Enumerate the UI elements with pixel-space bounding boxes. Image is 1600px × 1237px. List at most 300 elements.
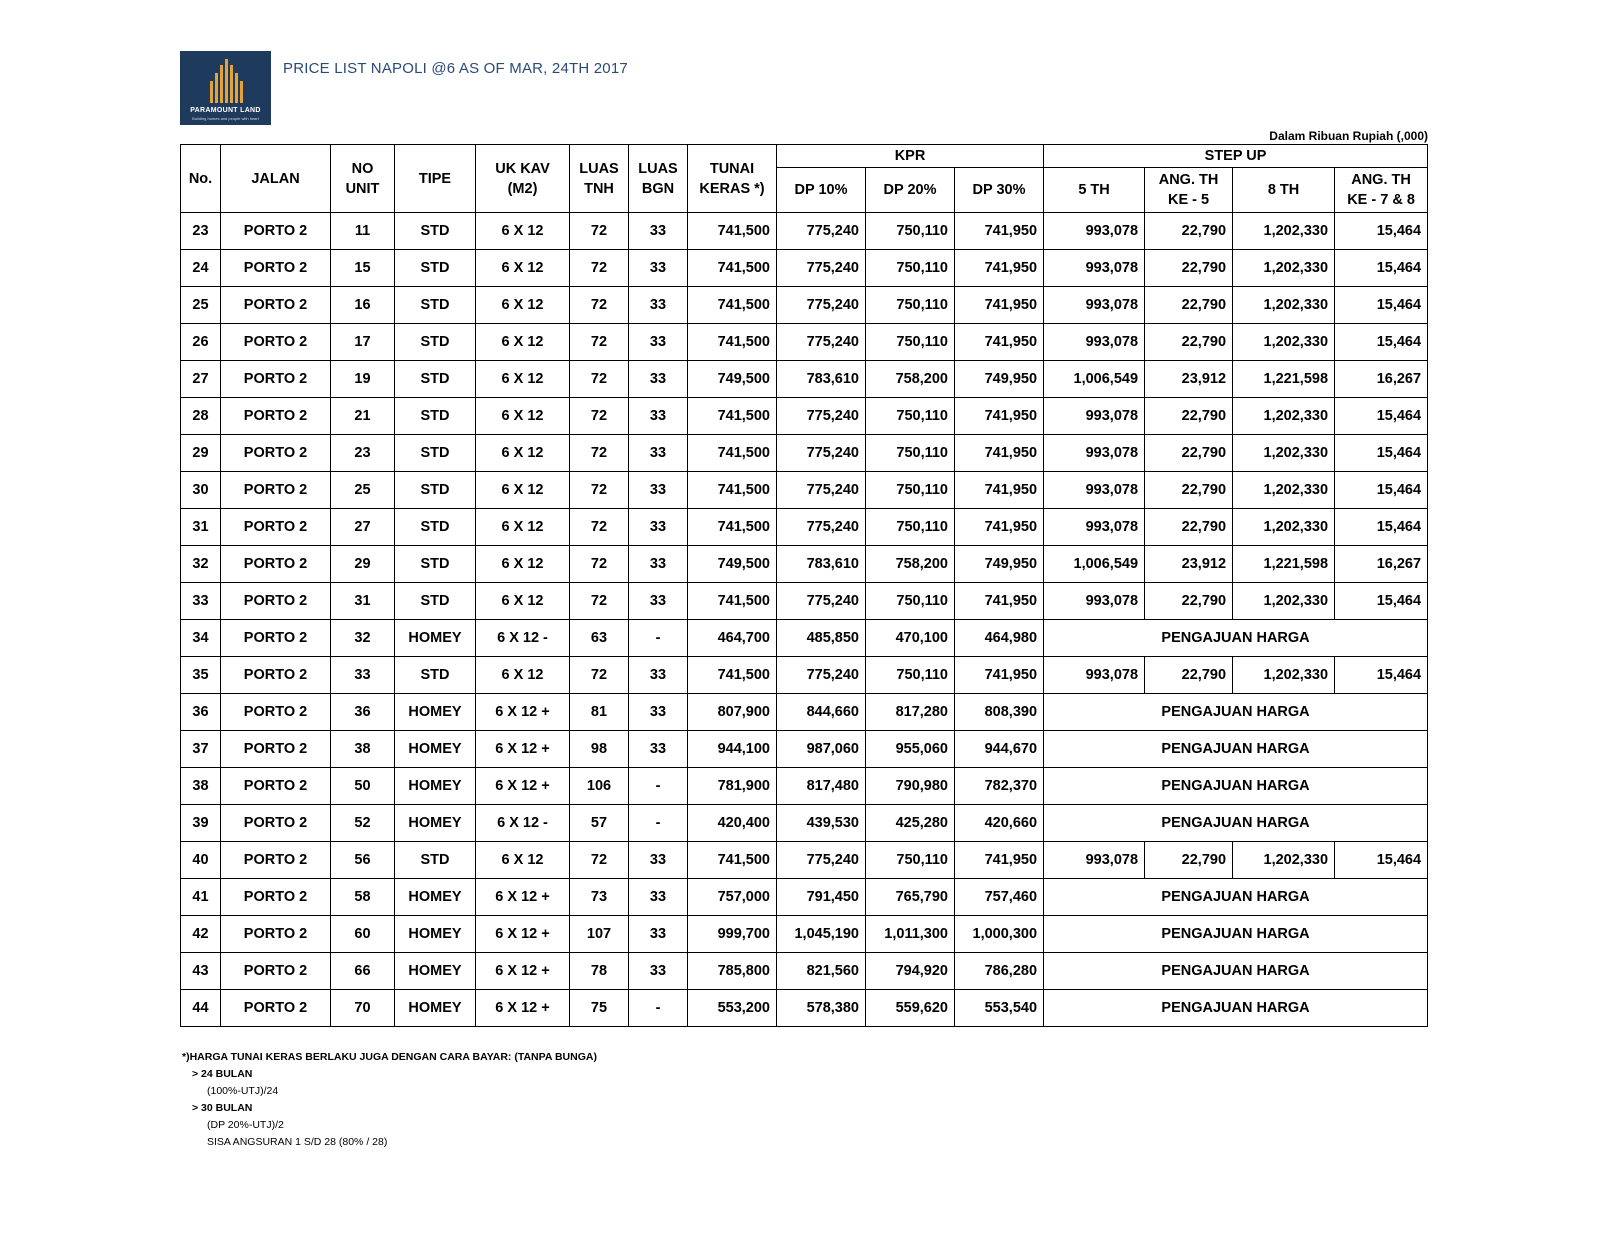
cell-jalan: PORTO 2: [221, 916, 331, 953]
cell-8th: 1,202,330: [1233, 250, 1335, 287]
cell-dp20: 425,280: [866, 805, 955, 842]
cell-ang-th-5: 22,790: [1145, 509, 1233, 546]
cell-no: 31: [181, 509, 221, 546]
cell-luas-bgn: -: [629, 620, 688, 657]
cell-dp30: 741,950: [955, 509, 1044, 546]
cell-5th: 993,078: [1044, 398, 1145, 435]
cell-ang-th-5: 22,790: [1145, 842, 1233, 879]
cell-unit: 32: [331, 620, 395, 657]
cell-ang-th-7-8: 15,464: [1335, 287, 1428, 324]
cell-tipe: STD: [395, 657, 476, 694]
col-ang-th-7-8: ANG. TH KE - 7 & 8: [1335, 168, 1428, 213]
cell-tunai-keras: 741,500: [688, 472, 777, 509]
cell-dp30: 1,000,300: [955, 916, 1044, 953]
table-row: [181, 324, 1428, 361]
table-body: [181, 213, 1428, 1027]
cell-no: 30: [181, 472, 221, 509]
cell-dp30: 741,950: [955, 324, 1044, 361]
cell-luas-bgn: 33: [629, 287, 688, 324]
cell-luas-tnh: 106: [570, 768, 629, 805]
cell-luas-tnh: 57: [570, 805, 629, 842]
cell-tipe: STD: [395, 435, 476, 472]
cell-tipe: STD: [395, 509, 476, 546]
cell-unit: 21: [331, 398, 395, 435]
col-luas-bgn: LUAS BGN: [629, 145, 688, 213]
cell-5th: 993,078: [1044, 509, 1145, 546]
cell-unit: 36: [331, 694, 395, 731]
cell-luas-bgn: 33: [629, 213, 688, 250]
cell-no: 32: [181, 546, 221, 583]
cell-no: 33: [181, 583, 221, 620]
cell-tunai-keras: 944,100: [688, 731, 777, 768]
cell-luas-tnh: 73: [570, 879, 629, 916]
cell-tunai-keras: 781,900: [688, 768, 777, 805]
cell-uk-kav: 6 X 12: [476, 324, 570, 361]
table-row: [181, 472, 1428, 509]
cell-dp30: 741,950: [955, 657, 1044, 694]
cell-uk-kav: 6 X 12: [476, 287, 570, 324]
cell-tipe: STD: [395, 583, 476, 620]
cell-8th: 1,202,330: [1233, 509, 1335, 546]
cell-dp10: 1,045,190: [777, 916, 866, 953]
cell-jalan: PORTO 2: [221, 509, 331, 546]
col-5th: 5 TH: [1044, 168, 1145, 213]
logo-tagline: Building homes and people with heart: [192, 116, 259, 121]
cell-dp10: 578,380: [777, 990, 866, 1027]
cell-uk-kav: 6 X 12: [476, 509, 570, 546]
col-dp20: DP 20%: [866, 168, 955, 213]
cell-8th: 1,202,330: [1233, 472, 1335, 509]
cell-5th: 993,078: [1044, 250, 1145, 287]
cell-jalan: PORTO 2: [221, 990, 331, 1027]
cell-ang-th-5: 22,790: [1145, 287, 1233, 324]
cell-dp10: 775,240: [777, 250, 866, 287]
cell-uk-kav: 6 X 12: [476, 583, 570, 620]
cell-luas-bgn: 33: [629, 472, 688, 509]
cell-8th: 1,202,330: [1233, 287, 1335, 324]
cell-dp20: 758,200: [866, 546, 955, 583]
cell-dp30: 741,950: [955, 250, 1044, 287]
cell-dp30: 420,660: [955, 805, 1044, 842]
cell-luas-bgn: 33: [629, 879, 688, 916]
cell-8th: 1,221,598: [1233, 546, 1335, 583]
cell-unit: 15: [331, 250, 395, 287]
cell-uk-kav: 6 X 12: [476, 398, 570, 435]
cell-dp30: 464,980: [955, 620, 1044, 657]
cell-dp30: 786,280: [955, 953, 1044, 990]
cell-dp20: 750,110: [866, 583, 955, 620]
table-row: [181, 435, 1428, 472]
cell-jalan: PORTO 2: [221, 731, 331, 768]
cell-jalan: PORTO 2: [221, 657, 331, 694]
cell-dp10: 775,240: [777, 842, 866, 879]
pengajuan-harga-cell: PENGAJUAN HARGA: [1044, 731, 1428, 768]
cell-dp20: 470,100: [866, 620, 955, 657]
cell-luas-bgn: -: [629, 990, 688, 1027]
cell-8th: 1,202,330: [1233, 435, 1335, 472]
cell-5th: 993,078: [1044, 287, 1145, 324]
table-row: [181, 694, 1428, 731]
cell-no: 42: [181, 916, 221, 953]
cell-dp10: 775,240: [777, 472, 866, 509]
cell-no: 23: [181, 213, 221, 250]
cell-8th: 1,202,330: [1233, 842, 1335, 879]
cell-dp30: 741,950: [955, 287, 1044, 324]
cell-no: 24: [181, 250, 221, 287]
cell-luas-tnh: 72: [570, 583, 629, 620]
cell-dp20: 794,920: [866, 953, 955, 990]
pengajuan-harga-cell: PENGAJUAN HARGA: [1044, 694, 1428, 731]
footnote-option-1-detail: (100%-UTJ)/24: [207, 1085, 279, 1097]
table-row: [181, 620, 1428, 657]
cell-jalan: PORTO 2: [221, 324, 331, 361]
cell-dp30: 782,370: [955, 768, 1044, 805]
table-row: [181, 916, 1428, 953]
table-row: [181, 287, 1428, 324]
cell-no: 44: [181, 990, 221, 1027]
cell-tipe: STD: [395, 472, 476, 509]
cell-luas-bgn: -: [629, 768, 688, 805]
cell-luas-tnh: 72: [570, 546, 629, 583]
cell-luas-tnh: 75: [570, 990, 629, 1027]
cell-dp10: 987,060: [777, 731, 866, 768]
cell-ang-th-5: 22,790: [1145, 435, 1233, 472]
cell-tunai-keras: 553,200: [688, 990, 777, 1027]
cell-luas-tnh: 72: [570, 842, 629, 879]
cell-ang-th-7-8: 16,267: [1335, 546, 1428, 583]
cell-dp30: 749,950: [955, 361, 1044, 398]
header-row-1: [181, 145, 1428, 168]
cell-tunai-keras: 741,500: [688, 398, 777, 435]
cell-unit: 19: [331, 361, 395, 398]
col-dp10: DP 10%: [777, 168, 866, 213]
pengajuan-harga-cell: PENGAJUAN HARGA: [1044, 953, 1428, 990]
cell-dp20: 1,011,300: [866, 916, 955, 953]
table-row: [181, 361, 1428, 398]
cell-ang-th-7-8: 15,464: [1335, 398, 1428, 435]
cell-jalan: PORTO 2: [221, 472, 331, 509]
cell-dp20: 765,790: [866, 879, 955, 916]
cell-luas-tnh: 63: [570, 620, 629, 657]
cell-unit: 52: [331, 805, 395, 842]
cell-uk-kav: 6 X 12: [476, 472, 570, 509]
cell-tipe: STD: [395, 546, 476, 583]
cell-5th: 993,078: [1044, 324, 1145, 361]
cell-tunai-keras: 741,500: [688, 657, 777, 694]
cell-luas-bgn: 33: [629, 657, 688, 694]
cell-ang-th-5: 22,790: [1145, 324, 1233, 361]
price-table: [180, 144, 1428, 1027]
company-logo: [180, 51, 271, 125]
cell-dp30: 553,540: [955, 990, 1044, 1027]
cell-uk-kav: 6 X 12 +: [476, 768, 570, 805]
footnote-option-2-detail: (DP 20%-UTJ)/2: [207, 1119, 284, 1131]
cell-uk-kav: 6 X 12 -: [476, 620, 570, 657]
cell-dp20: 750,110: [866, 435, 955, 472]
cell-ang-th-7-8: 15,464: [1335, 435, 1428, 472]
cell-tunai-keras: 741,500: [688, 583, 777, 620]
cell-tunai-keras: 785,800: [688, 953, 777, 990]
col-ang-th-5: ANG. TH KE - 5: [1145, 168, 1233, 213]
cell-dp10: 775,240: [777, 287, 866, 324]
cell-jalan: PORTO 2: [221, 620, 331, 657]
cell-5th: 993,078: [1044, 583, 1145, 620]
cell-unit: 16: [331, 287, 395, 324]
cell-5th: 993,078: [1044, 472, 1145, 509]
col-luas-tnh: LUAS TNH: [570, 145, 629, 213]
cell-ang-th-5: 22,790: [1145, 213, 1233, 250]
cell-ang-th-5: 22,790: [1145, 398, 1233, 435]
cell-dp20: 750,110: [866, 509, 955, 546]
cell-ang-th-7-8: 15,464: [1335, 583, 1428, 620]
cell-dp10: 844,660: [777, 694, 866, 731]
cell-luas-tnh: 72: [570, 250, 629, 287]
table-row: [181, 546, 1428, 583]
cell-tunai-keras: 999,700: [688, 916, 777, 953]
cell-luas-bgn: -: [629, 805, 688, 842]
cell-jalan: PORTO 2: [221, 953, 331, 990]
cell-dp10: 817,480: [777, 768, 866, 805]
cell-jalan: PORTO 2: [221, 694, 331, 731]
cell-8th: 1,221,598: [1233, 361, 1335, 398]
cell-no: 39: [181, 805, 221, 842]
cell-luas-tnh: 72: [570, 287, 629, 324]
cell-luas-bgn: 33: [629, 509, 688, 546]
cell-uk-kav: 6 X 12 +: [476, 916, 570, 953]
cell-tunai-keras: 749,500: [688, 361, 777, 398]
cell-tipe: STD: [395, 361, 476, 398]
cell-dp30: 741,950: [955, 213, 1044, 250]
table-row: [181, 398, 1428, 435]
cell-dp10: 775,240: [777, 213, 866, 250]
group-step-up: STEP UP: [1044, 145, 1428, 168]
cell-8th: 1,202,330: [1233, 583, 1335, 620]
cell-no: 43: [181, 953, 221, 990]
cell-luas-bgn: 33: [629, 953, 688, 990]
table-row: [181, 583, 1428, 620]
cell-dp20: 750,110: [866, 657, 955, 694]
cell-tunai-keras: 741,500: [688, 509, 777, 546]
cell-no: 41: [181, 879, 221, 916]
cell-luas-tnh: 98: [570, 731, 629, 768]
cell-5th: 993,078: [1044, 842, 1145, 879]
cell-jalan: PORTO 2: [221, 546, 331, 583]
cell-ang-th-7-8: 15,464: [1335, 324, 1428, 361]
cell-tipe: STD: [395, 324, 476, 361]
cell-ang-th-7-8: 15,464: [1335, 472, 1428, 509]
cell-tunai-keras: 741,500: [688, 842, 777, 879]
cell-no: 38: [181, 768, 221, 805]
table-row: [181, 990, 1428, 1027]
cell-uk-kav: 6 X 12: [476, 546, 570, 583]
cell-unit: 11: [331, 213, 395, 250]
cell-jalan: PORTO 2: [221, 435, 331, 472]
cell-uk-kav: 6 X 12: [476, 213, 570, 250]
cell-tipe: HOMEY: [395, 916, 476, 953]
cell-5th: 1,006,549: [1044, 361, 1145, 398]
cell-tunai-keras: 741,500: [688, 287, 777, 324]
document-title: PRICE LIST NAPOLI @6 AS OF MAR, 24TH 2017: [283, 60, 628, 77]
cell-dp30: 757,460: [955, 879, 1044, 916]
cell-jalan: PORTO 2: [221, 361, 331, 398]
cell-dp10: 791,450: [777, 879, 866, 916]
cell-jalan: PORTO 2: [221, 287, 331, 324]
cell-luas-bgn: 33: [629, 694, 688, 731]
cell-unit: 33: [331, 657, 395, 694]
cell-dp20: 750,110: [866, 842, 955, 879]
cell-tipe: HOMEY: [395, 694, 476, 731]
cell-tipe: STD: [395, 250, 476, 287]
cell-dp20: 790,980: [866, 768, 955, 805]
table-row: [181, 657, 1428, 694]
footnote-option-2-detail-2: SISA ANGSURAN 1 S/D 28 (80% / 28): [207, 1136, 388, 1148]
cell-no: 25: [181, 287, 221, 324]
cell-unit: 38: [331, 731, 395, 768]
cell-dp10: 775,240: [777, 324, 866, 361]
cell-ang-th-5: 22,790: [1145, 250, 1233, 287]
cell-luas-tnh: 72: [570, 398, 629, 435]
cell-dp10: 439,530: [777, 805, 866, 842]
cell-uk-kav: 6 X 12 +: [476, 990, 570, 1027]
cell-jalan: PORTO 2: [221, 583, 331, 620]
cell-tipe: STD: [395, 213, 476, 250]
cell-dp30: 741,950: [955, 398, 1044, 435]
cell-dp10: 775,240: [777, 435, 866, 472]
col-8th: 8 TH: [1233, 168, 1335, 213]
cell-8th: 1,202,330: [1233, 398, 1335, 435]
cell-dp20: 758,200: [866, 361, 955, 398]
cell-luas-tnh: 72: [570, 213, 629, 250]
cell-tunai-keras: 741,500: [688, 213, 777, 250]
footnote-title: *)HARGA TUNAI KERAS BERLAKU JUGA DENGAN CARA BAYAR: (TANPA BUNGA): [182, 1051, 597, 1063]
cell-no: 29: [181, 435, 221, 472]
cell-luas-tnh: 72: [570, 509, 629, 546]
cell-dp20: 955,060: [866, 731, 955, 768]
cell-ang-th-5: 22,790: [1145, 583, 1233, 620]
table-row: [181, 213, 1428, 250]
cell-dp10: 485,850: [777, 620, 866, 657]
cell-ang-th-5: 22,790: [1145, 472, 1233, 509]
col-dp30: DP 30%: [955, 168, 1044, 213]
unit-note: Dalam Ribuan Rupiah (,000): [1269, 129, 1428, 143]
footnote: [182, 1049, 597, 1151]
cell-dp20: 750,110: [866, 213, 955, 250]
cell-luas-bgn: 33: [629, 361, 688, 398]
col-no: No.: [181, 145, 221, 213]
cell-luas-bgn: 33: [629, 398, 688, 435]
table-row: [181, 842, 1428, 879]
cell-jalan: PORTO 2: [221, 879, 331, 916]
cell-tunai-keras: 741,500: [688, 435, 777, 472]
cell-unit: 23: [331, 435, 395, 472]
cell-unit: 50: [331, 768, 395, 805]
cell-dp10: 775,240: [777, 398, 866, 435]
cell-dp30: 741,950: [955, 435, 1044, 472]
cell-tunai-keras: 757,000: [688, 879, 777, 916]
cell-5th: 1,006,549: [1044, 546, 1145, 583]
cell-uk-kav: 6 X 12: [476, 842, 570, 879]
cell-dp20: 750,110: [866, 472, 955, 509]
cell-no: 34: [181, 620, 221, 657]
pengajuan-harga-cell: PENGAJUAN HARGA: [1044, 990, 1428, 1027]
table-row: [181, 250, 1428, 287]
cell-tipe: HOMEY: [395, 879, 476, 916]
cell-luas-tnh: 72: [570, 657, 629, 694]
cell-jalan: PORTO 2: [221, 250, 331, 287]
col-tipe: TIPE: [395, 145, 476, 213]
cell-tipe: HOMEY: [395, 768, 476, 805]
cell-ang-th-7-8: 15,464: [1335, 842, 1428, 879]
cell-tipe: STD: [395, 842, 476, 879]
cell-luas-tnh: 78: [570, 953, 629, 990]
cell-luas-bgn: 33: [629, 583, 688, 620]
table-row: [181, 509, 1428, 546]
cell-dp10: 775,240: [777, 509, 866, 546]
cell-ang-th-7-8: 15,464: [1335, 213, 1428, 250]
cell-luas-bgn: 33: [629, 842, 688, 879]
cell-dp10: 821,560: [777, 953, 866, 990]
cell-no: 27: [181, 361, 221, 398]
cell-5th: 993,078: [1044, 435, 1145, 472]
cell-uk-kav: 6 X 12 -: [476, 805, 570, 842]
cell-5th: 993,078: [1044, 657, 1145, 694]
cell-unit: 58: [331, 879, 395, 916]
cell-luas-bgn: 33: [629, 546, 688, 583]
cell-dp20: 750,110: [866, 287, 955, 324]
cell-dp20: 750,110: [866, 250, 955, 287]
table-row: [181, 731, 1428, 768]
group-kpr: KPR: [777, 145, 1044, 168]
cell-no: 36: [181, 694, 221, 731]
pengajuan-harga-cell: PENGAJUAN HARGA: [1044, 768, 1428, 805]
cell-ang-th-7-8: 15,464: [1335, 657, 1428, 694]
logo-name: PARAMOUNT LAND: [190, 107, 261, 114]
cell-dp10: 783,610: [777, 546, 866, 583]
footnote-option-1: > 24 BULAN: [192, 1068, 253, 1080]
cell-luas-bgn: 33: [629, 731, 688, 768]
cell-8th: 1,202,330: [1233, 213, 1335, 250]
cell-tunai-keras: 741,500: [688, 250, 777, 287]
cell-unit: 27: [331, 509, 395, 546]
cell-no: 37: [181, 731, 221, 768]
cell-ang-th-5: 23,912: [1145, 361, 1233, 398]
cell-unit: 29: [331, 546, 395, 583]
cell-dp20: 750,110: [866, 324, 955, 361]
cell-ang-th-7-8: 15,464: [1335, 250, 1428, 287]
cell-no: 35: [181, 657, 221, 694]
table-row: [181, 953, 1428, 990]
col-tunai-keras: TUNAI KERAS *): [688, 145, 777, 213]
cell-unit: 60: [331, 916, 395, 953]
cell-luas-tnh: 81: [570, 694, 629, 731]
cell-luas-bgn: 33: [629, 324, 688, 361]
cell-uk-kav: 6 X 12 +: [476, 694, 570, 731]
cell-dp30: 944,670: [955, 731, 1044, 768]
cell-luas-bgn: 33: [629, 435, 688, 472]
pengajuan-harga-cell: PENGAJUAN HARGA: [1044, 916, 1428, 953]
cell-5th: 993,078: [1044, 213, 1145, 250]
cell-dp30: 808,390: [955, 694, 1044, 731]
cell-jalan: PORTO 2: [221, 398, 331, 435]
building-logo-icon: [180, 51, 271, 107]
cell-uk-kav: 6 X 12: [476, 250, 570, 287]
cell-ang-th-5: 22,790: [1145, 657, 1233, 694]
cell-tipe: STD: [395, 287, 476, 324]
table-row: [181, 768, 1428, 805]
cell-ang-th-7-8: 16,267: [1335, 361, 1428, 398]
cell-tunai-keras: 807,900: [688, 694, 777, 731]
col-no-unit: NO UNIT: [331, 145, 395, 213]
